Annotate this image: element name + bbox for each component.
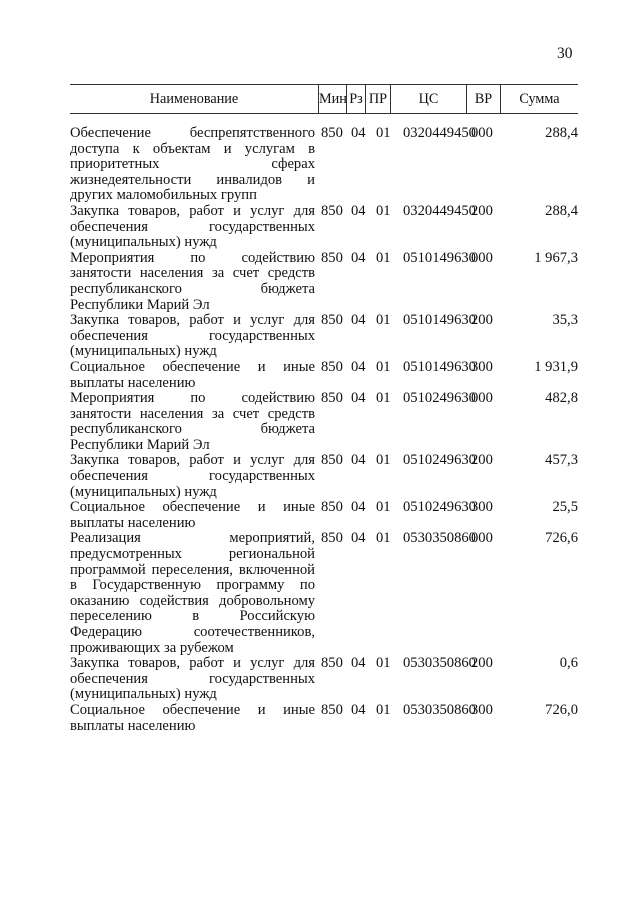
row-pr: 01 [376, 655, 391, 672]
row-pr: 01 [376, 452, 391, 469]
table-row [70, 453, 590, 500]
row-min: 850 [321, 530, 343, 547]
row-min: 850 [321, 390, 343, 407]
row-cs: 0530350860 [403, 655, 476, 672]
row-sum: 25,5 [552, 499, 578, 516]
header-cs: ЦС [391, 85, 467, 113]
row-rz: 04 [351, 358, 366, 375]
row-vr: 200 [471, 452, 493, 469]
row-sum: 288,4 [545, 202, 578, 219]
row-cs: 0530350860 [403, 530, 476, 547]
row-pr: 01 [376, 312, 391, 329]
row-min: 850 [321, 249, 343, 266]
row-cs: 0530350860 [403, 701, 476, 718]
row-cs: 0510249630 [403, 452, 476, 469]
table-row [70, 500, 590, 531]
row-vr: 000 [471, 125, 493, 141]
row-name: Социальное обеспечение и иные выплаты населению [70, 701, 315, 734]
row-sum: 457,3 [545, 452, 578, 469]
row-cs: 0320449450 [403, 125, 476, 141]
row-vr: 000 [471, 530, 493, 547]
row-pr: 01 [376, 701, 391, 718]
row-vr: 200 [471, 312, 493, 329]
row-min: 850 [321, 655, 343, 672]
row-sum: 1 931,9 [534, 358, 578, 375]
row-name: Социальное обеспечение и иные выплаты населению [70, 499, 315, 531]
table-body [70, 126, 590, 734]
row-pr: 01 [376, 249, 391, 266]
row-name: Мероприятия по содействию занятости населения за счет средств республиканского бюджета Республики Марий Эл [70, 390, 315, 453]
row-name: Социальное обеспечение и иные выплаты населению [70, 358, 315, 391]
header-pr: ПР [366, 85, 391, 113]
row-rz: 04 [351, 125, 366, 141]
row-vr: 300 [471, 358, 493, 375]
row-sum: 726,6 [545, 530, 578, 547]
row-rz: 04 [351, 452, 366, 469]
row-vr: 300 [471, 499, 493, 516]
row-cs: 0510149630 [403, 312, 476, 329]
row-name: Реализация мероприятий, предусмотренных региональной программой переселения, включенной в Государственную программу по оказанию содействия добровольному переселению в Российскую Федерацию соотечественников, проживающих за рубежом [70, 530, 315, 656]
table-row [70, 204, 590, 251]
row-cs: 0510149630 [403, 249, 476, 266]
row-sum: 288,4 [545, 125, 578, 141]
row-sum: 0,6 [559, 655, 578, 672]
page-number: 30 [557, 45, 573, 62]
table-header [70, 84, 578, 114]
header-min: Мин [319, 85, 347, 113]
row-min: 850 [321, 312, 343, 329]
row-pr: 01 [376, 202, 391, 219]
table-row [70, 703, 590, 734]
header-sum: Сумма [519, 91, 560, 107]
row-sum: 1 967,3 [534, 249, 578, 266]
row-min: 850 [321, 701, 343, 718]
header-rz: Рз [347, 85, 366, 113]
row-min: 850 [321, 125, 343, 141]
row-rz: 04 [351, 530, 366, 547]
row-min: 850 [321, 202, 343, 219]
row-vr: 000 [471, 390, 493, 407]
row-cs: 0510249630 [403, 499, 476, 516]
row-cs: 0510249630 [403, 390, 476, 407]
row-cs: 0510149630 [403, 358, 476, 375]
table-row [70, 360, 590, 391]
row-vr: 300 [471, 701, 493, 718]
table-row [70, 531, 590, 656]
row-vr: 200 [471, 655, 493, 672]
row-name: Закупка товаров, работ и услуг для обеспечения государственных (муниципальных) нужд [70, 312, 315, 360]
table-row [70, 126, 590, 204]
row-pr: 01 [376, 125, 391, 141]
row-pr: 01 [376, 358, 391, 375]
row-min: 850 [321, 499, 343, 516]
row-cs: 0320449450 [403, 202, 476, 219]
row-min: 850 [321, 452, 343, 469]
row-rz: 04 [351, 249, 366, 266]
header-vr: ВР [467, 85, 501, 113]
row-vr: 200 [471, 202, 493, 219]
row-vr: 000 [471, 249, 493, 266]
row-rz: 04 [351, 390, 366, 407]
row-name: Мероприятия по содействию занятости населения за счет средств республиканского бюджета Республики Марий Эл [70, 249, 315, 313]
header-name: Наименование [70, 85, 319, 113]
row-rz: 04 [351, 701, 366, 718]
row-name: Обеспечение беспрепятственного доступа к объектам и услугам в приоритетных сферах жизнедеятельности инвалидов и других маломобильных групп [70, 125, 315, 204]
row-sum: 726,0 [545, 701, 578, 718]
row-pr: 01 [376, 530, 391, 547]
row-name: Закупка товаров, работ и услуг для обеспечения государственных (муниципальных) нужд [70, 452, 315, 500]
row-rz: 04 [351, 312, 366, 329]
row-rz: 04 [351, 499, 366, 516]
table-row [70, 391, 590, 453]
table-row [70, 313, 590, 360]
table-row [70, 251, 590, 313]
row-sum: 482,8 [545, 390, 578, 407]
row-pr: 01 [376, 390, 391, 407]
row-rz: 04 [351, 655, 366, 672]
table-row [70, 656, 590, 703]
row-name: Закупка товаров, работ и услуг для обеспечения государственных (муниципальных) нужд [70, 202, 315, 251]
row-sum: 35,3 [552, 312, 578, 329]
row-min: 850 [321, 358, 343, 375]
row-name: Закупка товаров, работ и услуг для обеспечения государственных (муниципальных) нужд [70, 655, 315, 703]
row-rz: 04 [351, 202, 366, 219]
row-pr: 01 [376, 499, 391, 516]
